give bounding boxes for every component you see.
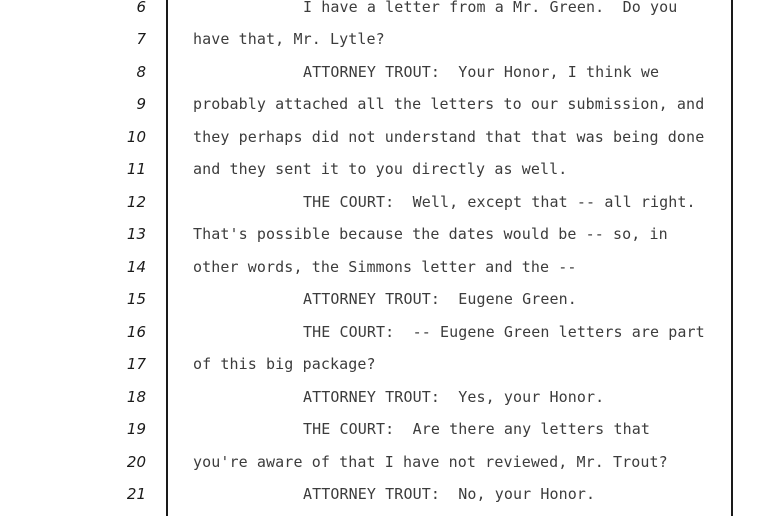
transcript-line <box>0 94 780 126</box>
line-text: other words, the Simmons letter and the -- <box>193 258 577 276</box>
line-text: ATTORNEY TROUT: Eugene Green. <box>303 290 577 308</box>
line-text: have that, Mr. Lytle? <box>193 30 385 48</box>
line-number: 21 <box>126 485 146 503</box>
transcript-line <box>0 354 780 386</box>
line-text: ATTORNEY TROUT: No, your Honor. <box>303 485 596 503</box>
line-number: 17 <box>126 355 146 373</box>
transcript-line <box>0 159 780 191</box>
line-text: THE COURT: Well, except that -- all right. <box>303 193 696 211</box>
line-number: 16 <box>126 323 146 341</box>
line-text: they perhaps did not understand that that was being done <box>193 128 705 146</box>
line-number: 19 <box>126 420 146 438</box>
transcript-line <box>0 224 780 256</box>
line-number: 18 <box>126 388 146 406</box>
line-text: I have a letter from a Mr. Green. Do you <box>303 0 678 16</box>
line-text: of this big package? <box>193 355 376 373</box>
transcript-line <box>0 29 780 61</box>
transcript-line <box>0 484 780 516</box>
transcript-line <box>0 127 780 159</box>
transcript-line <box>0 452 780 484</box>
line-number: 6 <box>136 0 146 16</box>
transcript-line <box>0 387 780 419</box>
line-text: you're aware of that I have not reviewed, Mr. Trout? <box>193 453 668 471</box>
line-text: That's possible because the dates would be -- so, in <box>193 225 668 243</box>
line-text: ATTORNEY TROUT: Your Honor, I think we <box>303 63 660 81</box>
transcript-line <box>0 322 780 354</box>
line-text: ATTORNEY TROUT: Yes, your Honor. <box>303 388 605 406</box>
line-text: and they sent it to you directly as well. <box>193 160 568 178</box>
line-text: probably attached all the letters to our submission, and <box>193 95 705 113</box>
transcript-line <box>0 257 780 289</box>
transcript-line <box>0 289 780 321</box>
line-number: 11 <box>126 160 146 178</box>
line-number: 20 <box>126 453 146 471</box>
line-text: THE COURT: -- Eugene Green letters are part <box>303 323 705 341</box>
transcript-line <box>0 419 780 451</box>
transcript-line <box>0 62 780 94</box>
line-number: 8 <box>136 63 146 81</box>
line-number: 13 <box>126 225 146 243</box>
transcript-line <box>0 192 780 224</box>
line-number: 15 <box>126 290 146 308</box>
line-number: 7 <box>136 30 146 48</box>
line-number: 9 <box>136 95 146 113</box>
line-number: 10 <box>126 128 146 146</box>
line-number: 12 <box>126 193 146 211</box>
line-number: 14 <box>126 258 146 276</box>
transcript-line <box>0 0 780 29</box>
line-text: THE COURT: Are there any letters that <box>303 420 650 438</box>
